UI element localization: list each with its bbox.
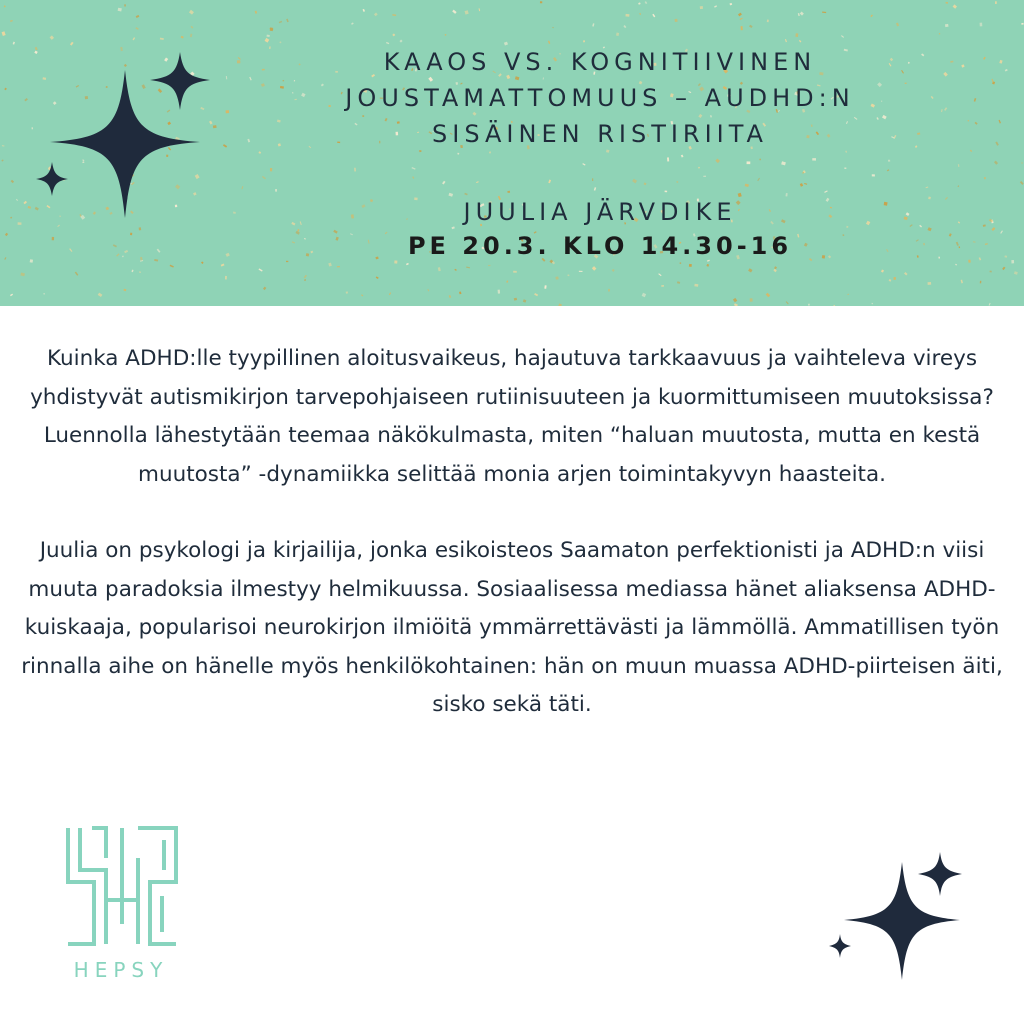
gold-speckle (213, 125, 217, 128)
gold-speckle (85, 96, 88, 99)
gold-speckle (980, 281, 982, 284)
description-paragraph: Kuinka ADHD:lle tyypillinen aloitusvaikeus, hajautuva tarkkaavuus ja vaihteleva vireys yhdistyvät autismikirjon tarvepohjaiseen rutiinisuuteen ja kuormittumiseen muutoksissa? Luennolla lähestytään teemaa näkökulmasta, miten “haluan muutosta, mutta en kestä muutosta” -dynamiikka selittää monia arjen toimintakyvyn haasteita. (30, 346, 994, 487)
gold-speckle (488, 265, 490, 266)
event-title-line-2: JOUSTAMATTOMUUS – AUDHD:N (345, 84, 855, 112)
gold-speckle (661, 285, 664, 287)
gold-speckle (106, 86, 108, 88)
gold-speckle (939, 33, 940, 34)
gold-speckle (905, 83, 907, 84)
gold-speckle (808, 304, 809, 306)
gold-speckle (270, 27, 273, 31)
gold-speckle (608, 289, 610, 292)
gold-speckle (694, 284, 698, 287)
sparkle-tiny-icon (829, 934, 851, 958)
header-banner (0, 0, 1024, 306)
gold-speckle (928, 282, 932, 285)
gold-speckle (18, 222, 22, 225)
gold-speckle (540, 1, 542, 3)
gold-speckle (741, 26, 743, 30)
gold-speckle (498, 290, 500, 294)
event-date: PE 20.3. KLO 14.30-16 (407, 232, 793, 260)
gold-speckle (275, 189, 277, 192)
gold-speckle (579, 271, 583, 272)
gold-speckle (139, 227, 142, 230)
gold-speckle (30, 259, 33, 263)
gold-speckle (750, 298, 753, 301)
gold-speckle (675, 19, 678, 22)
gold-speckle (625, 14, 629, 17)
gold-speckle (270, 168, 272, 171)
gold-speckle (175, 205, 177, 208)
gold-speckle (337, 266, 340, 267)
gold-speckle (166, 155, 168, 157)
gold-speckle (946, 2, 948, 4)
event-header (300, 44, 900, 263)
gold-speckle (262, 69, 265, 71)
gold-speckle (893, 277, 896, 280)
gold-speckle (583, 40, 585, 42)
gold-speckle (700, 6, 703, 9)
event-description (20, 340, 1004, 725)
gold-speckle (833, 305, 835, 306)
sparkle-small-icon (918, 852, 962, 896)
gold-speckle (32, 127, 34, 129)
gold-speckle (52, 237, 54, 240)
gold-speckle (968, 260, 971, 263)
gold-speckle (1011, 260, 1014, 263)
gold-speckle (1021, 23, 1023, 25)
gold-speckle (945, 24, 949, 27)
gold-speckle (767, 20, 769, 23)
event-title-line-3: SISÄINEN RISTIRIITA (432, 120, 768, 148)
gold-speckle (938, 257, 940, 259)
hepsy-logo-text: HEPSY (73, 958, 169, 982)
gold-speckle (226, 110, 230, 113)
event-title-line-1: KAAOS VS. KOGNITIIVINEN (383, 48, 817, 76)
gold-speckle (130, 233, 132, 236)
sparkles-bottom-right (820, 840, 970, 990)
gold-speckle (237, 60, 240, 63)
hepsy-logo-icon (64, 824, 180, 950)
speaker-bio-paragraph: Juulia on psykologi ja kirjailija, jonka esikoisteos Saamaton perfektionisti ja ADHD:n viisi muuta paradoksia ilmestyy helmikuussa. Sosiaalisessa mediassa hänet aliaksensa ADHD-kuiskaaja, popularisoi neurokirjon ilmiöitä ymmärrettävästi ja lämmöllä. Ammatillisen työn rinnalla aihe on hänelle myös henkilökohtainen: hän on muun muassa ADHD-piirteisen äiti, sisko sekä täti. (21, 538, 1003, 717)
gold-speckle (689, 264, 692, 267)
gold-speckle (984, 177, 986, 179)
gold-speckle (267, 35, 270, 37)
gold-speckle (124, 4, 125, 6)
gold-speckle (795, 33, 798, 37)
gold-speckle (980, 23, 983, 27)
gold-speckle (995, 1, 997, 4)
gold-speckle (225, 276, 227, 280)
gold-speckle (286, 261, 288, 262)
speaker-name: JUULIA JÄRVDIKE (463, 198, 737, 226)
gold-speckle (513, 271, 517, 273)
